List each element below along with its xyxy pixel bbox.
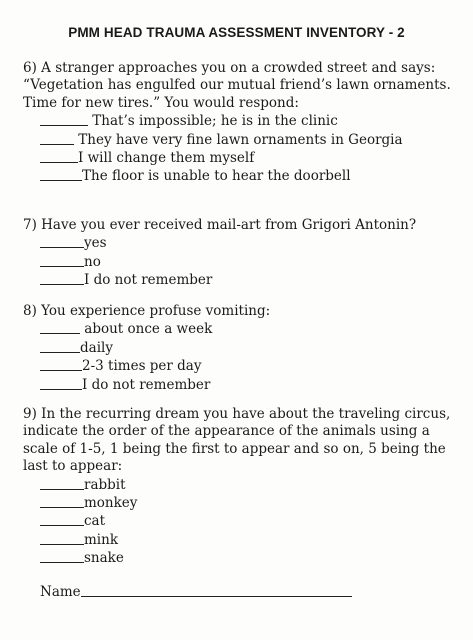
answer-blank[interactable] [40,149,78,163]
answer-option[interactable]: no [23,253,463,271]
answer-blank[interactable] [40,512,84,526]
answer-blank[interactable] [40,531,84,545]
answer-blank[interactable] [40,167,82,181]
question-text [23,60,463,112]
answer-blank[interactable] [40,494,84,508]
answer-option[interactable]: monkey [23,494,463,512]
answer-option[interactable]: about once a week [23,320,463,338]
answer-blank[interactable] [40,376,82,390]
question-body: A stranger approaches you on a crowded street and says: “Vegetation has engulfed our mutual friend’s lawn ornaments. Time for new tires.” You would respond: [23,60,451,111]
name-label: Name [40,584,81,600]
question-7 [23,217,463,290]
answer-option[interactable]: That’s impossible; he is in the clinic [23,112,463,130]
answer-blank[interactable] [40,131,74,145]
answer-blank[interactable] [40,357,82,371]
answer-option[interactable]: I will change them myself [23,149,463,167]
answer-blank[interactable] [40,271,84,285]
answer-blank[interactable] [40,112,88,126]
answer-option[interactable]: mink [23,531,463,549]
answer-blank[interactable] [40,339,80,353]
answer-blank[interactable] [40,549,84,563]
question-body: You experience profuse vomiting: [41,303,271,319]
answer-option[interactable]: daily [23,339,463,357]
question-body: Have you ever received mail-art from Grigori Antonin? [41,217,417,233]
question-8 [23,303,463,394]
answer-option[interactable]: rabbit [23,476,463,494]
question-number: 6) [23,60,37,76]
name-input-line[interactable] [81,583,352,597]
answer-option[interactable]: I do not remember [23,376,463,394]
answer-option[interactable]: snake [23,549,463,567]
page-title: PMM HEAD TRAUMA ASSESSMENT INVENTORY - 2 [68,25,405,40]
answer-option[interactable]: 2-3 times per day [23,357,463,375]
answer-option[interactable]: I do not remember [23,271,463,289]
question-text [23,217,463,234]
question-text [23,406,463,476]
question-number: 9) [23,406,37,422]
answer-option[interactable]: They have very fine lawn ornaments in Georgia [23,131,463,149]
answer-option[interactable]: yes [23,234,463,252]
question-6 [23,60,463,186]
question-number: 7) [23,217,37,233]
answer-blank[interactable] [40,253,84,267]
answer-blank[interactable] [40,476,84,490]
answer-option[interactable]: The floor is unable to hear the doorbell [23,167,463,185]
question-body: In the recurring dream you have about the traveling circus, indicate the order of the appearance of the animals using a scale of 1-5, 1 being the first to appear and so on, 5 being the last to appear: [23,406,451,475]
name-field[interactable] [40,583,352,600]
question-text [23,303,463,320]
question-number: 8) [23,303,37,319]
question-9 [23,406,463,568]
answer-blank[interactable] [40,320,80,334]
answer-blank[interactable] [40,234,84,248]
answer-option[interactable]: cat [23,512,463,530]
